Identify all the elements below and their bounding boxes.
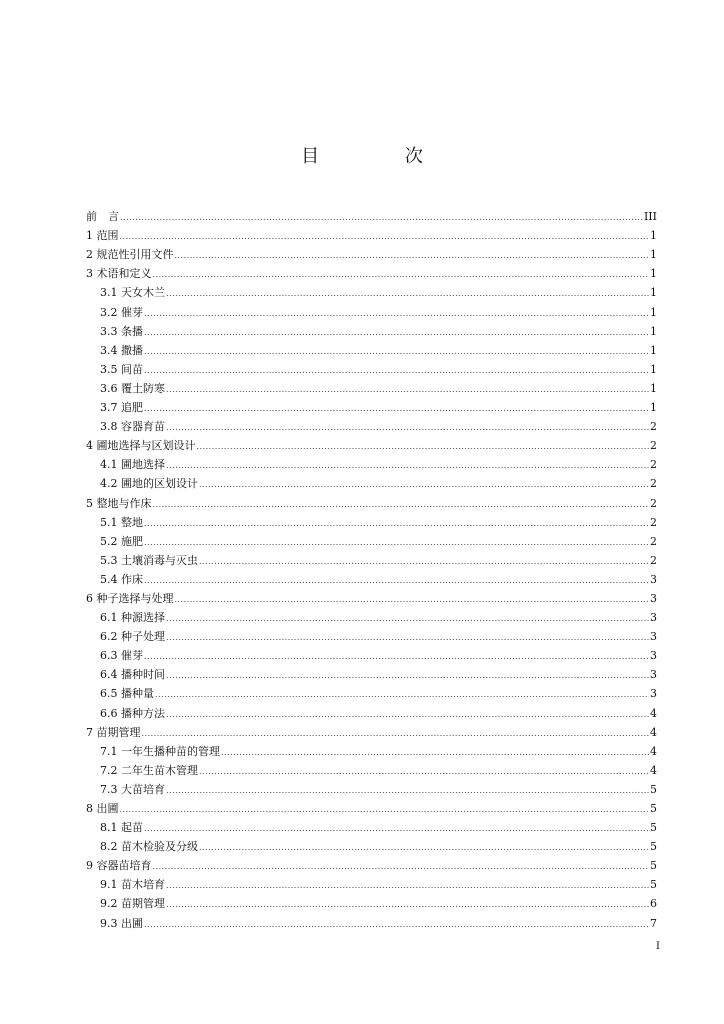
toc-entry-label: 9 容器苗培育 [86, 859, 152, 873]
toc-leader-dots [166, 613, 649, 625]
toc-leader-dots [166, 899, 649, 911]
toc-leader-dots [166, 670, 649, 682]
toc-entry-page: 3 [650, 649, 657, 663]
toc-leader-dots [144, 365, 649, 377]
toc-entry[interactable] [86, 262, 657, 281]
toc-entry[interactable] [86, 587, 657, 606]
toc-leader-dots [144, 575, 649, 587]
toc-entry-page: 6 [650, 897, 657, 911]
toc-leader-dots [175, 250, 650, 262]
toc-entry-page: 2 [650, 553, 657, 567]
toc-entry-label: 6.4 播种时间 [100, 668, 165, 682]
toc-entry-page: 1 [650, 362, 657, 376]
toc-entry-label: 前 言 [86, 210, 119, 224]
toc-entry-label: 7.1 一年生播种苗的管理 [100, 744, 220, 758]
toc-leader-dots [144, 346, 649, 358]
toc-entry-label: 6.5 播种量 [100, 687, 154, 701]
toc-entry-page: 2 [650, 458, 657, 472]
toc-leader-dots [144, 327, 649, 339]
toc-entry-page: 2 [650, 420, 657, 434]
toc-entry-page: 1 [650, 324, 657, 338]
toc-entry[interactable] [86, 892, 657, 911]
toc-entry-label: 5.2 施肥 [100, 534, 143, 548]
toc-entry-label: 9.3 出圃 [100, 916, 143, 930]
toc-entry-page: 2 [650, 439, 657, 453]
toc-entry-label: 6.1 种源选择 [100, 611, 165, 625]
toc-leader-dots [142, 728, 650, 740]
toc-entry-page: 1 [650, 381, 657, 395]
toc-entry-label: 2 规范性引用文件 [86, 248, 174, 262]
toc-entry[interactable] [86, 644, 657, 663]
toc-entry-page: 4 [650, 725, 657, 739]
toc-leader-dots [144, 919, 649, 931]
toc-entry-page: 5 [650, 878, 657, 892]
toc-leader-dots [197, 441, 650, 453]
toc-leader-dots [166, 709, 649, 721]
toc-entry-label: 4.1 圃地选择 [100, 458, 165, 472]
toc-entry[interactable] [86, 320, 657, 339]
toc-leader-dots [144, 823, 649, 835]
toc-entry-page: 2 [650, 477, 657, 491]
toc-entry-page: 2 [650, 534, 657, 548]
toc-entry[interactable] [86, 625, 657, 644]
toc-entry-label: 3.4 撒播 [100, 343, 143, 357]
toc-entry-page: 1 [650, 267, 657, 281]
toc-leader-dots [199, 556, 649, 568]
toc-leader-dots [120, 231, 650, 243]
toc-entry[interactable] [86, 224, 657, 243]
toc-entry-page: 1 [650, 248, 657, 262]
toc-entry-label: 5.4 作床 [100, 572, 143, 586]
table-of-contents [86, 205, 657, 931]
toc-leader-dots [166, 384, 649, 396]
toc-leader-dots [144, 537, 649, 549]
toc-entry-label: 5.3 土壤消毒与灭虫 [100, 553, 198, 567]
toc-entry[interactable] [86, 606, 657, 625]
toc-leader-dots [221, 747, 649, 759]
toc-entry[interactable] [86, 759, 657, 778]
toc-entry-page: 1 [650, 229, 657, 243]
toc-entry[interactable] [86, 530, 657, 549]
toc-entry-label: 9.2 苗期管理 [100, 897, 165, 911]
toc-leader-dots [155, 689, 649, 701]
toc-leader-dots [144, 518, 649, 530]
toc-entry-page: 4 [650, 763, 657, 777]
toc-entry[interactable] [86, 511, 657, 530]
toc-leader-dots [144, 651, 649, 663]
toc-entry[interactable] [86, 453, 657, 472]
toc-entry-page: 5 [650, 821, 657, 835]
toc-leader-dots [166, 632, 649, 644]
toc-entry[interactable] [86, 205, 657, 224]
toc-entry-page: 3 [650, 668, 657, 682]
toc-entry[interactable] [86, 816, 657, 835]
toc-entry-page: 4 [650, 706, 657, 720]
toc-entry-label: 5 整地与作床 [86, 496, 152, 510]
toc-entry-page: 1 [650, 343, 657, 357]
toc-entry[interactable] [86, 434, 657, 453]
toc-entry-page: 3 [650, 591, 657, 605]
toc-leader-dots [199, 479, 649, 491]
toc-entry[interactable] [86, 339, 657, 358]
toc-entry-page: 1 [650, 305, 657, 319]
toc-leader-dots [166, 880, 649, 892]
toc-entry[interactable] [86, 854, 657, 873]
toc-entry[interactable] [86, 778, 657, 797]
toc-entry-page: 5 [650, 802, 657, 815]
toc-leader-dots [144, 308, 649, 320]
toc-entry-label: 8.2 苗木检验及分级 [100, 840, 198, 854]
toc-entry[interactable] [86, 281, 657, 300]
toc-entry-page: 5 [650, 782, 657, 796]
toc-entry-page: 3 [650, 611, 657, 625]
toc-entry-label: 1 范围 [86, 229, 119, 243]
toc-leader-dots [166, 785, 649, 797]
toc-entry[interactable] [86, 415, 657, 434]
toc-entry-page: 7 [650, 916, 657, 930]
toc-entry[interactable] [86, 701, 657, 720]
toc-entry-label: 3.2 催芽 [100, 305, 143, 319]
toc-entry[interactable] [86, 300, 657, 319]
toc-entry-label: 3 术语和定义 [86, 267, 152, 281]
toc-entry[interactable] [86, 663, 657, 682]
toc-entry-page: III [643, 210, 657, 224]
toc-entry-page: 3 [650, 687, 657, 701]
toc-entry-label: 3.5 间苗 [100, 362, 143, 376]
toc-leader-dots [120, 804, 650, 816]
toc-entry[interactable] [86, 873, 657, 892]
toc-entry-label: 7 苗期管理 [86, 725, 141, 739]
toc-entry-page: 4 [650, 744, 657, 758]
toc-entry[interactable] [86, 358, 657, 377]
page-number: I [656, 941, 660, 952]
toc-entry-label: 9.1 苗木培育 [100, 878, 165, 892]
toc-entry[interactable] [86, 549, 657, 568]
toc-entry[interactable] [86, 377, 657, 396]
toc-entry-page: 3 [650, 572, 657, 586]
toc-leader-dots [166, 460, 649, 472]
toc-entry-page: 3 [650, 630, 657, 644]
toc-leader-dots [166, 422, 649, 434]
toc-entry-page: 5 [650, 859, 657, 873]
toc-entry-label: 4 圃地选择与区划设计 [86, 439, 196, 453]
toc-entry[interactable] [86, 568, 657, 587]
toc-entry[interactable] [86, 740, 657, 759]
toc-entry[interactable] [86, 396, 657, 415]
toc-entry-page: 2 [650, 515, 657, 529]
toc-entry[interactable] [86, 835, 657, 854]
toc-leader-dots [153, 499, 650, 511]
toc-leader-dots [199, 766, 649, 778]
toc-entry-page: 5 [650, 840, 657, 854]
toc-entry-label: 3.3 条播 [100, 324, 143, 338]
toc-entry-label: 6 种子选择与处理 [86, 591, 174, 605]
toc-entry-label: 6.6 播种方法 [100, 706, 165, 720]
toc-entry-page: 1 [650, 286, 657, 300]
toc-entry[interactable] [86, 721, 657, 740]
toc-entry-label: 8 出圃 [86, 802, 119, 815]
toc-entry[interactable] [86, 911, 657, 930]
toc-entry-label: 3.8 容器育苗 [100, 420, 165, 434]
toc-entry[interactable] [86, 472, 657, 491]
toc-entry-page: 2 [650, 496, 657, 510]
toc-entry-label: 8.1 起苗 [100, 821, 143, 835]
toc-leader-dots [144, 403, 649, 415]
toc-leader-dots [199, 842, 649, 854]
toc-leader-dots [175, 594, 650, 606]
toc-entry-label: 7.2 二年生苗木管理 [100, 763, 198, 777]
page-title: 目 次 [301, 146, 463, 167]
toc-leader-dots [153, 861, 650, 873]
toc-entry-label: 3.1 天女木兰 [100, 286, 165, 300]
toc-entry-label: 6.3 催芽 [100, 649, 143, 663]
toc-leader-dots [166, 288, 649, 300]
toc-entry-label: 3.7 追肥 [100, 401, 143, 415]
toc-entry[interactable] [86, 682, 657, 701]
toc-entry-label: 3.6 覆土防寒 [100, 381, 165, 395]
toc-entry-label: 7.3 大苗培育 [100, 782, 165, 796]
toc-entry-page: 1 [650, 401, 657, 415]
toc-entry[interactable] [86, 243, 657, 262]
toc-entry[interactable] [86, 797, 657, 816]
toc-entry-label: 6.2 种子处理 [100, 630, 165, 644]
toc-entry-label: 4.2 圃地的区划设计 [100, 477, 198, 491]
toc-entry[interactable] [86, 491, 657, 510]
toc-leader-dots [120, 212, 643, 224]
toc-entry-label: 5.1 整地 [100, 515, 143, 529]
toc-leader-dots [153, 269, 650, 281]
